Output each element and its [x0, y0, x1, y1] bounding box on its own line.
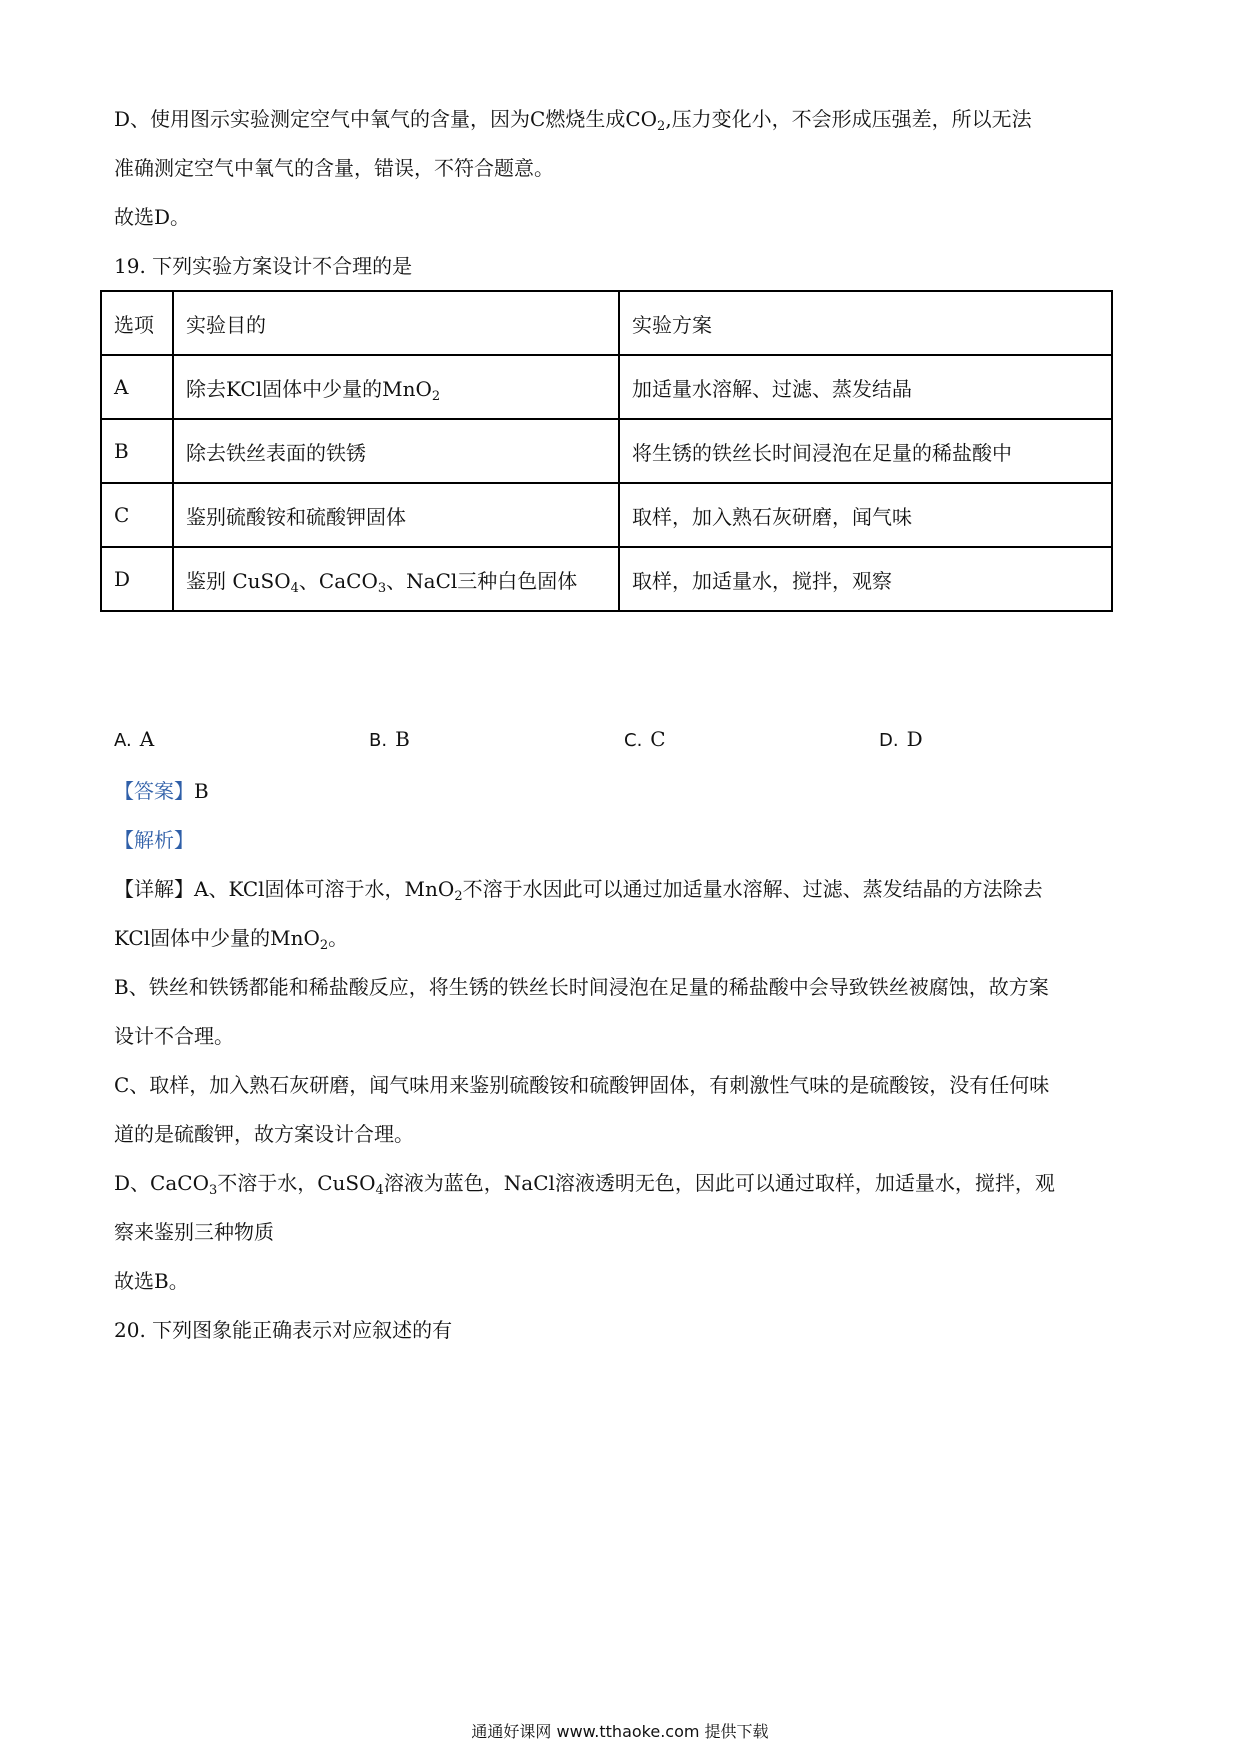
row-option: C [101, 483, 173, 547]
row-plan: 取样，加入熟石灰研磨，闻气味 [619, 483, 1112, 547]
detail-b-line2: 设计不合理。 [114, 1024, 234, 1048]
row-purpose: 除去KCl固体中少量的MnO$_2$ [173, 355, 619, 419]
prev-d-line2: 准确测定空气中氧气的含量，错误，不符合题意。 [114, 156, 554, 180]
experiment-table [100, 290, 1113, 612]
footer-source: 通通好课网 www.tthaoke.com 提供下载 [471, 1722, 769, 1741]
table-row [101, 483, 1112, 547]
row-purpose: 鉴别 CuSO$_4$、CaCO$_3$、NaCl三种白色固体 [173, 547, 619, 611]
q19-stem: 19. 下列实验方案设计不合理的是 [114, 254, 413, 278]
header-option: 选项 [101, 291, 173, 355]
detail-c-line1: C、取样，加入熟石灰研磨，闻气味用来鉴别硫酸铵和硫酸钾固体，有刺激性气味的是硫酸铵，没有任何味 [114, 1073, 1050, 1097]
header-purpose: 实验目的 [173, 291, 619, 355]
row-option: B [101, 419, 173, 483]
answer-line [114, 776, 209, 806]
table-header-row [101, 291, 1112, 355]
row-plan: 加适量水溶解、过滤、蒸发结晶 [619, 355, 1112, 419]
answer-tag: 【答案】 [114, 779, 194, 803]
table-row [101, 419, 1112, 483]
answer-options [114, 727, 1114, 757]
detail-a-line2: KCl固体中少量的MnO$_2$。 [114, 926, 349, 953]
detail-c-line2: 道的是硫酸钾，故方案设计合理。 [114, 1122, 414, 1146]
row-plan: 取样，加适量水，搅拌，观察 [619, 547, 1112, 611]
row-option: D [101, 547, 173, 611]
detail-d-line2: 察来鉴别三种物质 [114, 1220, 274, 1244]
option-d[interactable]: D. D [879, 727, 923, 751]
detail-conclusion: 故选B。 [114, 1269, 189, 1293]
table-row [101, 355, 1112, 419]
detail-d-line1: D、CaCO$_3$不溶于水，CuSO$_4$溶液为蓝色，NaCl溶液透明无色，因此可以通过取样，加适量水，搅拌，观 [114, 1171, 1055, 1198]
prev-d-line1: D、使用图示实验测定空气中氧气的含量，因为C燃烧生成$CO_2$,压力变化小，不会形成压强差，所以无法 [114, 107, 1032, 134]
detail-a-line1: 【详解】A、KCl固体可溶于水，MnO$_2$不溶于水因此可以通过加适量水溶解、过滤、蒸发结晶的方法除去 [114, 877, 1043, 904]
table-row [101, 547, 1112, 611]
option-a[interactable]: A. A [114, 727, 155, 751]
header-plan: 实验方案 [619, 291, 1112, 355]
row-purpose: 鉴别硫酸铵和硫酸钾固体 [173, 483, 619, 547]
row-plan: 将生锈的铁丝长时间浸泡在足量的稀盐酸中 [619, 419, 1112, 483]
row-option: A [101, 355, 173, 419]
detail-tag: 【详解】 [114, 877, 194, 901]
prev-conclusion: 故选D。 [114, 205, 191, 229]
analysis-tag: 【解析】 [114, 828, 194, 852]
q20-stem: 20. 下列图象能正确表示对应叙述的有 [114, 1318, 453, 1342]
option-b[interactable]: B. B [369, 727, 410, 751]
row-purpose: 除去铁丝表面的铁锈 [173, 419, 619, 483]
answer-value: B [194, 779, 209, 803]
detail-b-line1: B、铁丝和铁锈都能和稀盐酸反应，将生锈的铁丝长时间浸泡在足量的稀盐酸中会导致铁丝被腐蚀，故方案 [114, 975, 1049, 999]
option-c[interactable]: C. C [624, 727, 666, 751]
